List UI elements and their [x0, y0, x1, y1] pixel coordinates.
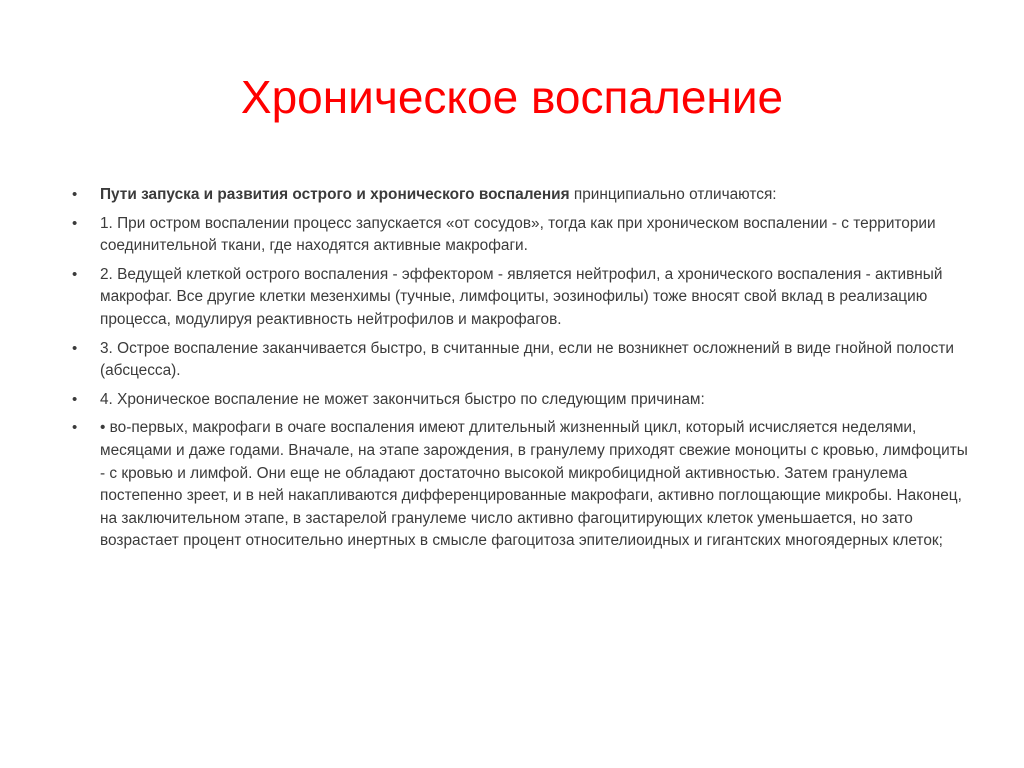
slide-title: Хроническое воспаление — [240, 71, 784, 123]
bullet-item-6 — [72, 417, 972, 553]
bullet-icon: • — [72, 419, 78, 437]
bullet-item-text: • во-первых, макрофаги в очаге воспаления имеют длительный жизненный цикл, который исчисляется неделями, месяцами и даже годами. Вначале, на этапе зарождения, в гранулему приходят свежие моноциты с кровью, лимфоциты - с кровью и лимфой. Они еще не обладают достаточно высокой микробицидной активностью. Затем гранулема постепенно зреет, и в ней накапливаются дифференцированные макрофаги, активно поглощающие микробы. Наконец, на заключительном этапе, в застарелой гранулеме число активно фагоцитирующих клеток уменьшается, но зато возрастает процент относительно инертных в смысле фагоцитоза эпителиоидных и гигантских многоядерных клеток; — [100, 419, 968, 550]
bullet-icon: • — [72, 265, 78, 283]
bullet-list — [72, 184, 972, 559]
bullet-item-text: 4. Хроническое воспаление не может закончиться быстро по следующим причинам: — [100, 390, 705, 408]
bullet-icon: • — [72, 186, 78, 203]
bullet-item-text: 3. Острое воспаление заканчивается быстро, в считанные дни, если не возникнет осложнений в виде гнойной полости (абсцесса). — [100, 339, 954, 380]
bullet-icon: • — [72, 339, 78, 357]
bullet-item-3 — [72, 264, 972, 332]
bullet-item-5 — [72, 389, 972, 412]
bullet-icon: • — [72, 214, 78, 232]
bullet-item-1 — [72, 184, 972, 207]
bullet-icon: • — [72, 390, 78, 408]
bullet-item-text: принципиально отличаются: — [569, 186, 777, 203]
bullet-item-bold-text: Пути запуска и развития острого и хронического воспаления — [100, 186, 570, 203]
bullet-item-text: 2. Ведущей клеткой острого воспаления - эффектором - является нейтрофил, а хронического воспаления - активный макрофаг. Все другие клетки мезенхимы (тучные, лимфоциты, эозинофилы) тоже вносят свой вклад в реализацию процесса, модулируя реактивность нейтрофилов и макрофагов. — [100, 265, 943, 328]
bullet-item-text: 1. При остром воспалении процесс запускается «от сосудов», тогда как при хроническом воспалении - с территории соединительной ткани, где находятся активные макрофаги. — [100, 214, 936, 255]
bullet-item-4 — [72, 338, 972, 383]
bullet-item-2 — [72, 213, 972, 258]
